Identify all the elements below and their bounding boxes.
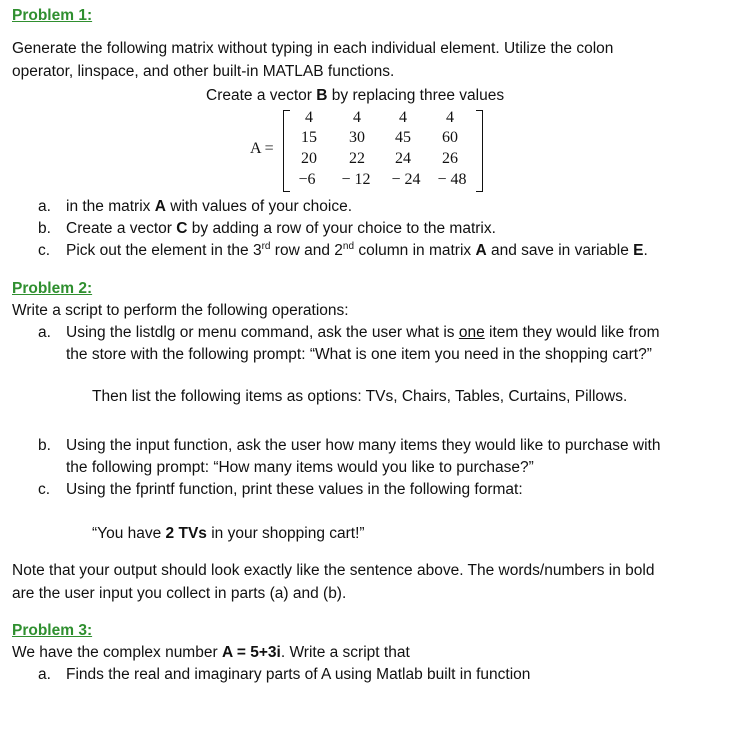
p2-item-c-marker: c. (38, 481, 51, 498)
p3-item-a-text: Finds the real and imaginary parts of A using Matlab built in function (66, 666, 531, 683)
matrix-cell: − 48 (437, 171, 467, 188)
matrix-cell: 4 (446, 109, 454, 126)
matrix-cell: 22 (349, 150, 365, 167)
problem-3-heading: Problem 3: (12, 622, 93, 639)
matrix-cell: 4 (399, 109, 407, 126)
p2-item-a-line-2: the store with the following prompt: “What is one item you need in the shopping cart?” (66, 346, 652, 363)
matrix-cell: − 24 (391, 171, 421, 188)
matrix-cell: 26 (442, 150, 458, 167)
p2-item-c-text: Using the fprintf function, print these values in the following format: (66, 481, 523, 498)
matrix-cell: −6 (298, 171, 316, 188)
p1-item-b-marker: b. (38, 220, 51, 237)
p2-item-b-line-1: Using the input function, ask the user how many items they would like to purchase with (66, 437, 661, 454)
p1-item-a-text: in the matrix A with values of your choice. (66, 198, 353, 215)
p1-item-c-text: Pick out the element in the 3rd row and 2nd column in matrix A and save in variable E. (66, 240, 648, 259)
problem-1-heading: Problem 1: (12, 7, 93, 24)
problem-1-intro-line-1: Generate the following matrix without typing in each individual element. Utilize the colon (12, 40, 614, 57)
matrix-cell: 4 (353, 109, 361, 126)
matrix-cell: 60 (442, 129, 458, 146)
problem-1-intro-line-2: operator, linspace, and other built-in MATLAB functions. (12, 63, 395, 80)
matrix-cell: 20 (301, 150, 317, 167)
matrix-cell: 15 (301, 129, 317, 146)
p2-item-a-marker: a. (38, 324, 51, 341)
problem-2-intro: Write a script to perform the following operations: (12, 302, 349, 319)
example-output: “You have 2 TVs in your shopping cart!” (92, 525, 365, 542)
p2-item-b-line-2: the following prompt: “How many items would you like to purchase?” (66, 459, 534, 476)
problem-3-intro: We have the complex number A = 5+3i. Write a script that (12, 644, 410, 661)
matrix-cell: − 12 (341, 171, 371, 188)
p2-item-a-options: Then list the following items as options: TVs, Chairs, Tables, Curtains, Pillows. (92, 388, 628, 405)
problem-2-heading: Problem 2: (12, 280, 93, 297)
p2-item-b-marker: b. (38, 437, 51, 454)
note-line-1: Note that your output should look exactly like the sentence above. The words/numbers in bold (12, 562, 655, 579)
p2-item-a-line-1: Using the listdlg or menu command, ask the user what is one item they would like from (66, 324, 660, 341)
matrix-cell: 30 (349, 129, 365, 146)
p3-item-a-marker: a. (38, 666, 51, 683)
matrix-label: A = (250, 140, 274, 157)
matrix-cell: 45 (395, 129, 411, 146)
matrix-cell: 4 (305, 109, 313, 126)
matrix-cell: 24 (395, 150, 411, 167)
p1-item-c-marker: c. (38, 242, 51, 259)
p1-item-b-text: Create a vector C by adding a row of your choice to the matrix. (66, 220, 496, 237)
p1-item-a-marker: a. (38, 198, 51, 215)
create-vector-b-line: Create a vector B by replacing three values (206, 87, 505, 104)
note-line-2: are the user input you collect in parts (a) and (b). (12, 585, 347, 602)
